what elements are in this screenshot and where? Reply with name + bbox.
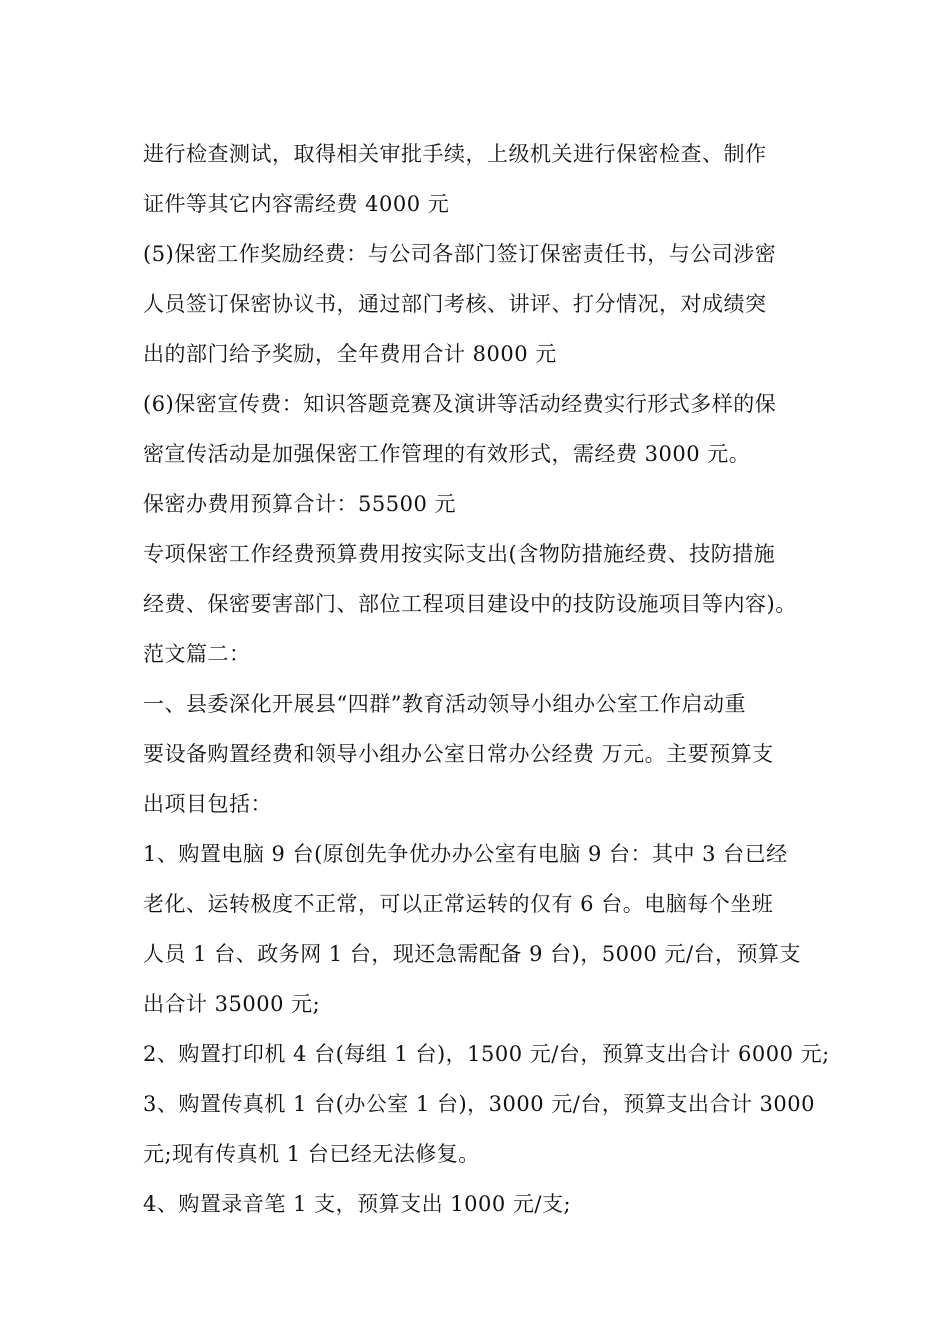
text-line: 出的部门给予奖励，全年费用合计 8000 元 [143, 342, 557, 366]
text-line: 证件等其它内容需经费 4000 元 [143, 192, 450, 216]
text-line: 老化、运转极度不正常，可以正常运转的仅有 6 台。电脑每个坐班 [143, 892, 774, 916]
text-line: 出项目包括： [143, 792, 272, 816]
text-line: 元;现有传真机 1 台已经无法修复。 [143, 1142, 480, 1166]
text-line: 进行检查测试，取得相关审批手续，上级机关进行保密检查、制作 [143, 142, 767, 166]
text-line: (6)保密宣传费：知识答题竞赛及演讲等活动经费实行形式多样的保 [143, 392, 777, 416]
text-line: 人员签订保密协议书，通过部门考核、讲评、打分情况，对成绩突 [143, 292, 767, 316]
text-line: 密宣传活动是加强保密工作管理的有效形式，需经费 3000 元。 [143, 442, 751, 466]
list-item: 3、购置传真机 1 台(办公室 1 台)，3000 元/台，预算支出合计 3000 [143, 1092, 815, 1116]
text-line: 人员 1 台、政务网 1 台，现还急需配备 9 台)，5000 元/台，预算支 [143, 942, 802, 966]
list-item: 4、购置录音笔 1 支，预算支出 1000 元/支; [143, 1192, 572, 1216]
list-item: 1、购置电脑 9 台(原创先争优办办公室有电脑 9 台：其中 3 台已经 [143, 842, 788, 866]
text-line: 经费、保密要害部门、部位工程项目建设中的技防设施项目等内容)。 [143, 592, 797, 616]
section-heading: 范文篇二： [143, 642, 251, 666]
text-line: 要设备购置经费和领导小组办公室日常办公经费 万元。主要预算支 [143, 742, 774, 766]
text-line: 出合计 35000 元; [143, 992, 321, 1016]
text-line: 专项保密工作经费预算费用按实际支出(含物防措施经费、技防措施 [143, 542, 776, 566]
text-line: 一、县委深化开展县“四群”教育活动领导小组办公室工作启动重 [143, 692, 746, 716]
document-body [143, 129, 830, 1229]
text-line: (5)保密工作奖励经费：与公司各部门签订保密责任书，与公司涉密 [143, 242, 777, 266]
budget-total-line: 保密办费用预算合计：55500 元 [143, 492, 456, 516]
list-item: 2、购置打印机 4 台(每组 1 台)，1500 元/台，预算支出合计 6000 元; [143, 1042, 830, 1066]
